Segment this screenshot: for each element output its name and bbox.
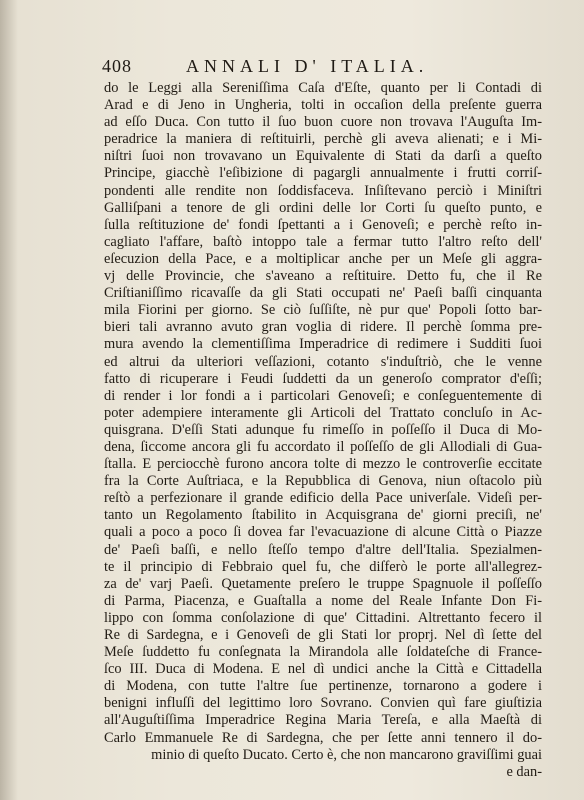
text-line: peradrice la maniera di reſtituirli, perchè gli aveva alienati; e i Mi- bbox=[104, 131, 542, 148]
text-line: bieri tali avranno avuto gran voglia di ridere. Il perchè ſomma pre- bbox=[104, 319, 542, 336]
text-line: poter adempiere interamente gli Articoli del Trattato concluſo in Ac- bbox=[104, 404, 542, 421]
text-line: quisgrana. D'eſſi Stati adunque fu rimeſſo in poſſeſſo il Duca di Mo- bbox=[104, 421, 542, 438]
text-line: Galliſpani a tenore de gli ordini delle lor Corti ſu queſto punto, e bbox=[104, 199, 542, 216]
text-line: niſtri ſuoi non trovavano un Equivalente di Stati da darſi a queſto bbox=[104, 148, 542, 165]
text-line: Criſtianiſſimo ricavaſſe da gli Stati occupati ne' Paeſi baſſi cinquanta bbox=[104, 285, 542, 302]
text-line: eſecuzion della Pace, e a moltiplicar anche per un Meſe gli aggra- bbox=[104, 250, 542, 267]
body-text bbox=[104, 80, 542, 781]
text-line: Re di Sardegna, e i Genoveſi de gli Stati lor proprj. Nel dì ſette del bbox=[104, 627, 542, 643]
text-line: quali a poco a poco ſi dovea far l'evacuazione di alcune Città o Piazze bbox=[104, 524, 542, 541]
spine-shadow bbox=[0, 0, 18, 800]
text-line: fra la Corte Auſtriaca, e la Repubblica di Genova, niun oſtacolo più bbox=[104, 473, 542, 490]
text-line: do le Leggi alla Sereniſſima Caſa d'Eſte, quanto per li Contadi di bbox=[104, 80, 542, 96]
text-line: de' Paeſi baſſi, e nello ſteſſo tempo d'altre dell'Italia. Spezialmen- bbox=[104, 541, 542, 558]
text-line: Arad e di Jeno in Ungheria, tolti in occaſion della preſente guerra bbox=[104, 97, 542, 114]
running-title: ANNALI D' ITALIA. bbox=[186, 56, 429, 76]
text-line: vj delle Provincie, che s'aveano a reſtituire. Detto fu, che il Re bbox=[104, 268, 542, 285]
page-header bbox=[102, 56, 548, 80]
text-line: reſtò a perfezionare il grande edificio della Pace univerſale. Videſi per- bbox=[104, 490, 542, 507]
text-line: ad eſſo Duca. Con tutto il ſuo buon cuore non trovava l'Auguſta Im- bbox=[104, 114, 542, 131]
text-line: ſtalla. E perciocchè furono ancora tolte di mezzo le controverſie eccitate bbox=[104, 456, 542, 473]
text-line: di Modena, con tutte l'altre ſue pertinenze, tornarono a godere i bbox=[104, 678, 542, 695]
text-line: mila Fiorini per giorno. Se ciò ſuſſiſte, nè pur que' Popoli ſotto bar- bbox=[104, 302, 542, 319]
text-line: minio di queſto Ducato. Certo è, che non mancarono graviſſimi guai bbox=[151, 746, 542, 763]
text-line: mura avendo la clementiſſima Imperadrice di redimere i Sudditi ſuoi bbox=[104, 336, 542, 353]
text-line: Meſe ſuddetto fu conſegnata la Mirandola alle ſoldateſche di France- bbox=[104, 644, 542, 661]
text-line: Carlo Emmanuele Re di Sardegna, che per ſette anni tennero il do- bbox=[104, 729, 542, 746]
text-line: fatto di ricuperare i Feudi ſuddetti da un generoſo comprator d'eſſi; bbox=[104, 370, 542, 387]
text-line: tanto un Regolamento ſtabilito in Acquisgrana de' giorni preciſi, ne' bbox=[104, 507, 542, 524]
text-line: all'Auguſtiſſima Imperadrice Regina Maria Tereſa, e alla Maeſtà di bbox=[104, 712, 542, 729]
text-line: ſco III. Duca di Modena. E nel dì undici anche la Città e Cittadella bbox=[104, 661, 542, 678]
text-line: te il principio di Febbraio quel fu, che diſferò le porte all'allegrez- bbox=[104, 558, 542, 575]
text-line: cagliato l'affare, baſtò intoppo tale a fermar tutto l'altro reſto dell' bbox=[104, 233, 542, 250]
text-line: ed altrui da ulteriori veſſazioni, cotanto s'induſtriò, che le venne bbox=[104, 353, 542, 370]
text-line: za de' varj Paeſi. Quetamente preſero le truppe Spagnuole il poſſeſſo bbox=[104, 575, 542, 592]
text-line: di Parma, Piacenza, e Guaſtalla a nome del Reale Infante Don Fi- bbox=[104, 592, 542, 609]
text-line: dena, ſiccome ancora gli fu accordato il poſſeſſo de gli Allodiali di Gua- bbox=[104, 438, 542, 455]
text-line: ſulla reſtituzione de' fondi ſpettanti a i Genoveſi; e perchè reſto in- bbox=[104, 216, 542, 233]
text-line: e dan- bbox=[506, 763, 542, 780]
text-line: lippo con ſomma conſolazione di que' Cittadini. Altrettanto fecero il bbox=[104, 609, 542, 626]
text-line: pondenti alle rendite non ſoddisfaceva. Inſiſtevano perciò i Miniſtri bbox=[104, 182, 542, 199]
text-line: Principe, giacchè l'eſibizione di pagargli annualmente i frutti corriſ- bbox=[104, 165, 542, 182]
page-number: 408 bbox=[102, 56, 132, 76]
text-line: di render i lor fondi a i particolari Genoveſi; e conſeguentemente di bbox=[104, 387, 542, 404]
text-line: benigni influſſi del legittimo loro Sovrano. Convien quì fare giuſtizia bbox=[104, 695, 542, 712]
